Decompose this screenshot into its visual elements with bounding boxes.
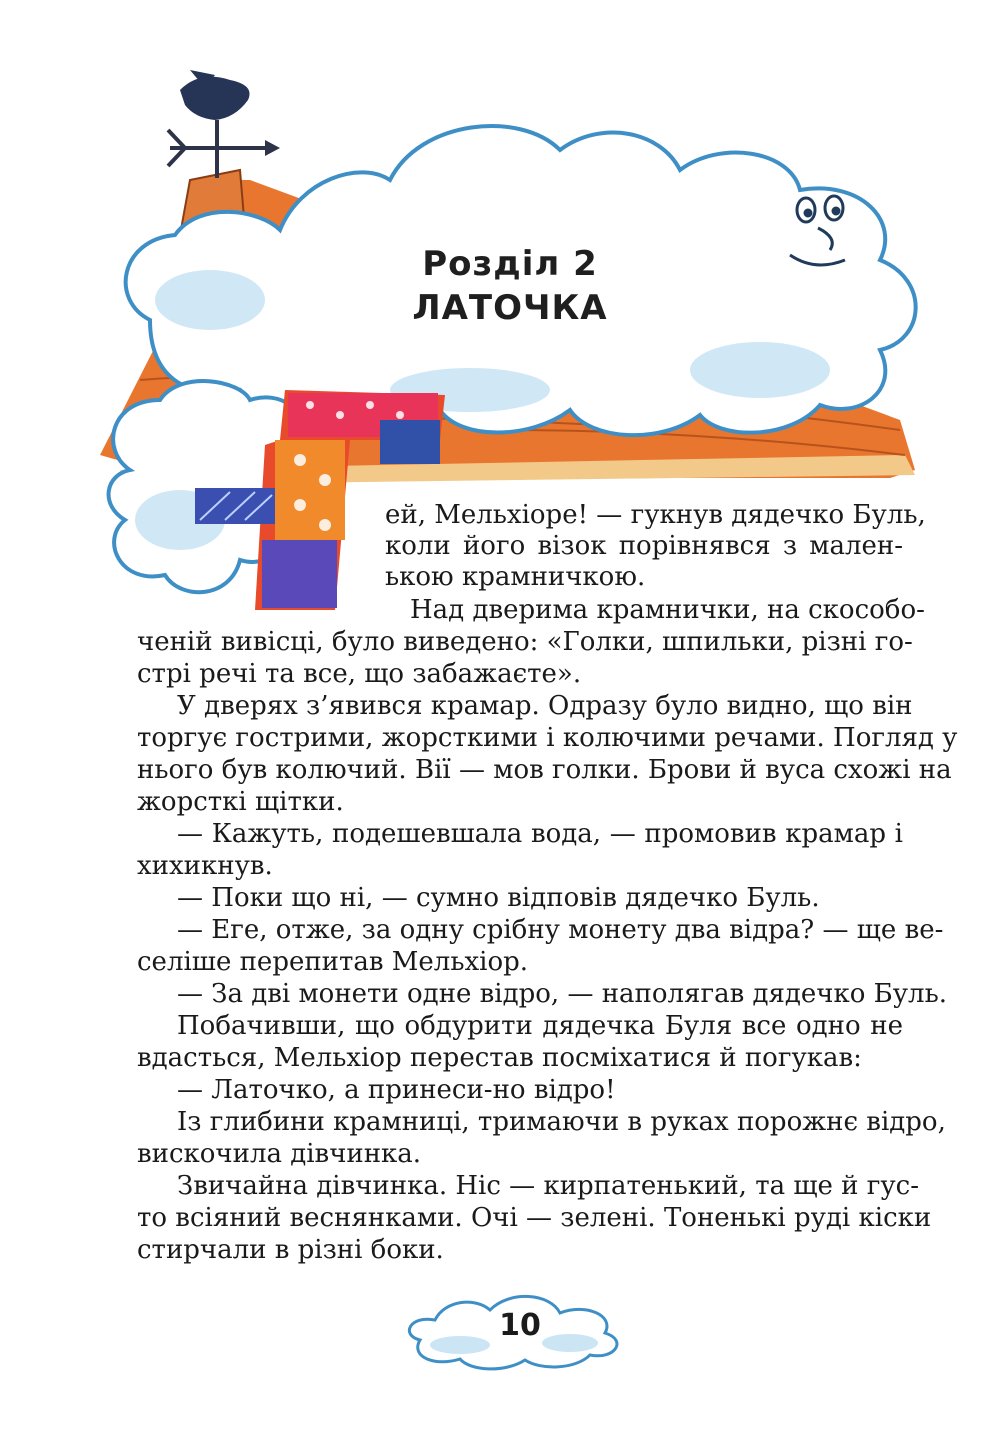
text-line: нього був колючий. Вії — мов голки. Брови й вуса схожі на [137, 755, 952, 785]
text-line: коли його візок порівнявся з мален- [385, 531, 903, 561]
text-line: — Еге, отже, за одну срібну монету два відра? — ще ве- [177, 915, 944, 945]
chapter-number: Розділ 2 [422, 244, 598, 284]
text-line: вискочила дівчинка. [137, 1139, 422, 1169]
text-line: Із глибини крамниці, тримаючи в руках порожнє відро, [177, 1107, 946, 1137]
chapter-heading [380, 242, 640, 330]
text-line: ькою крамничкою. [385, 562, 646, 592]
text-line: вдасться, Мельхіор перестав посміхатися й погукав: [137, 1043, 862, 1073]
text-line: хихикнув. [137, 851, 273, 881]
text-line: Побачивши, що обдурити дядечка Буля все одно не [177, 1011, 903, 1041]
text-line: ей, Мельхіоре! — гукнув дядечко Буль, [385, 500, 926, 530]
text-line: то всіяний веснянками. Очі — зелені. Тоненькі руді кіски [137, 1203, 932, 1233]
text-line: — Латочко, а принеси-но відро! [177, 1075, 616, 1105]
text-line: жорсткі щітки. [137, 787, 344, 817]
text-line: — За дві монети одне відро, — наполягав дядечко Буль. [177, 979, 947, 1009]
text-line: У дверях з’явився крамар. Одразу було видно, що він [177, 691, 913, 721]
text-line: торгує гострими, жорсткими і колючими речами. Погляд у [137, 723, 958, 753]
text-line: селіше перепитав Мельхіор. [137, 947, 529, 977]
text-line: Над дверима крамнички, на скособо- [410, 595, 925, 625]
text-line: Звичайна дівчинка. Ніс — кирпатенький, та ще й гус- [177, 1171, 920, 1201]
text-line: стрі речі та все, що забажаєте». [137, 659, 582, 689]
text-line: стирчали в різні боки. [137, 1235, 444, 1265]
chapter-title: ЛАТОЧКА [412, 288, 608, 328]
page-number: 10 [499, 1308, 541, 1343]
text-line: — Поки що ні, — сумно відповів дядечко Буль. [177, 883, 820, 913]
text-line: ченій вивісці, було виведено: «Голки, шпильки, різні го- [137, 627, 913, 657]
text-line: — Кажуть, подешевшала вода, — промовив крамар і [177, 819, 903, 849]
